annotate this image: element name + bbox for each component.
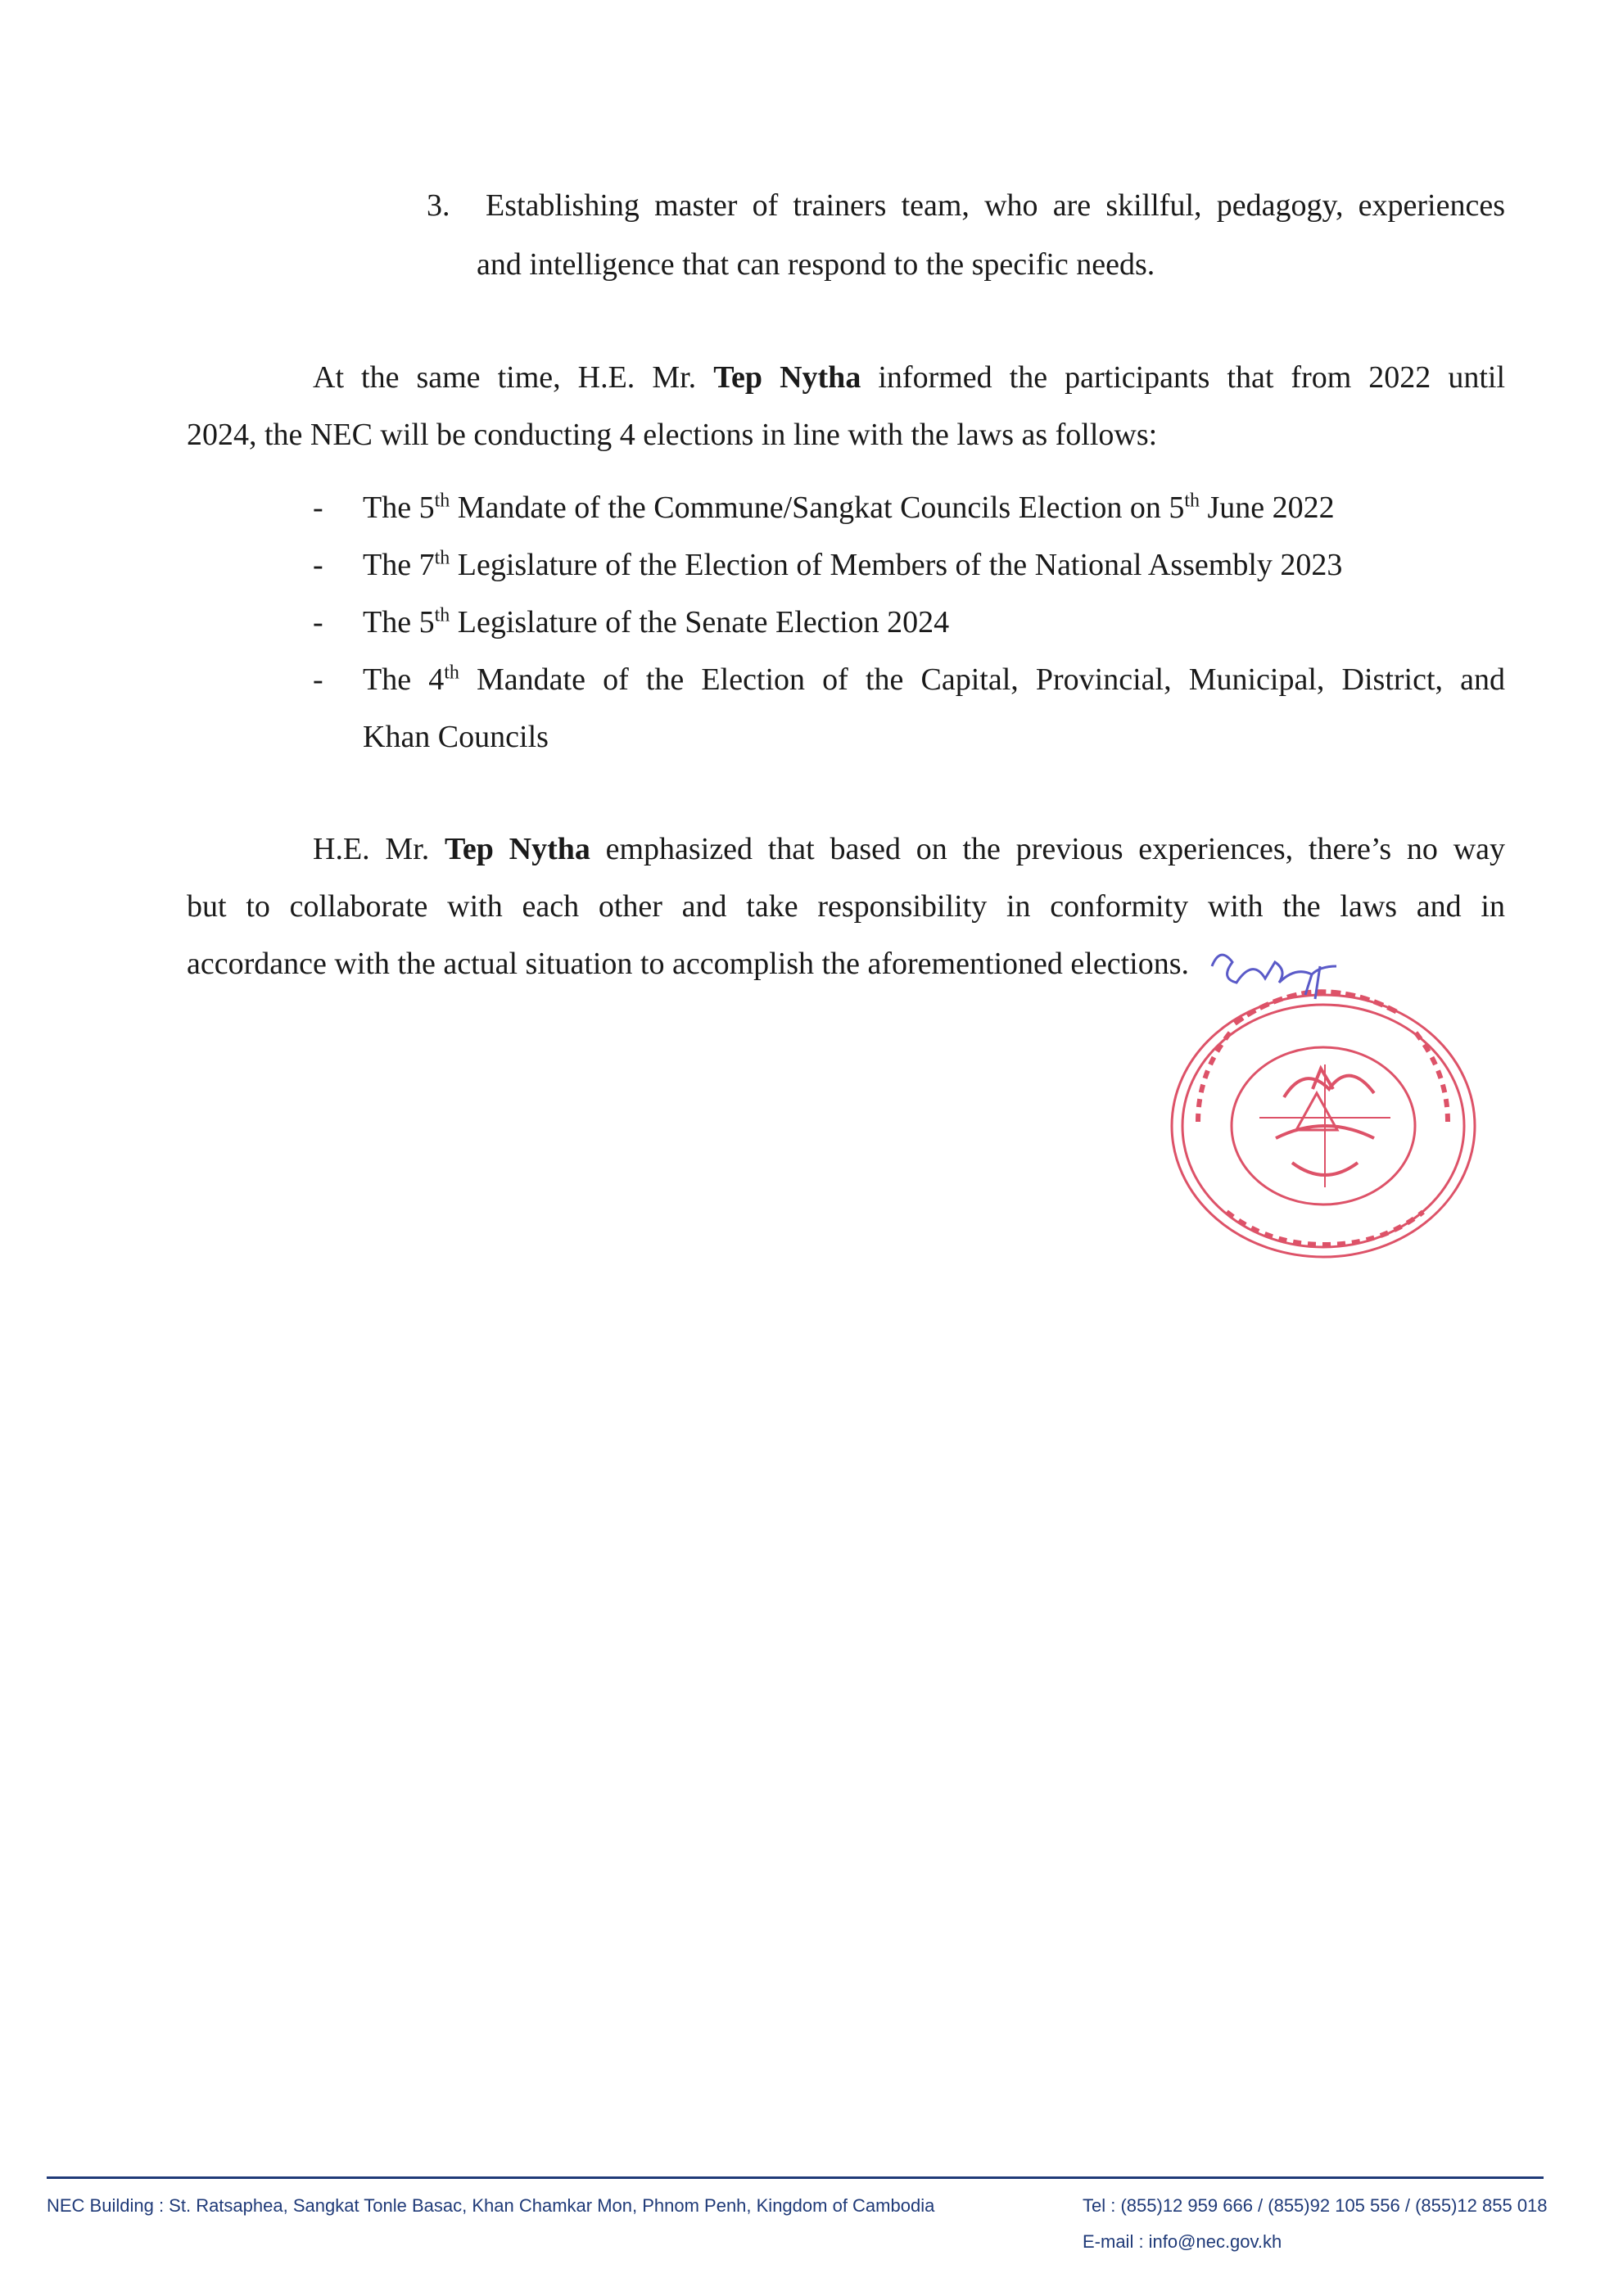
bullet-4-dash: - bbox=[313, 662, 323, 697]
bullet-1-text: Mandate of the Commune/Sangkat Councils Election on 5 bbox=[450, 490, 1185, 525]
bullet-3-pre: The 5 bbox=[363, 605, 435, 640]
bullet-2-sup: th bbox=[434, 547, 450, 569]
para2-name: Tep Nytha bbox=[445, 832, 590, 866]
item3-line1: Establishing master of trainers team, who are skillful, pedagogy, experiences bbox=[486, 188, 1505, 223]
para2-line1-b: emphasized that based on the previous experiences, there’s no way bbox=[590, 832, 1505, 866]
bullet-3-dash: - bbox=[313, 605, 323, 640]
footer-address: NEC Building : St. Ratsaphea, Sangkat Tonle Basac, Khan Chamkar Mon, Phnom Penh, Kingdom of Cambodia bbox=[47, 2195, 935, 2216]
bullet-3-sup: th bbox=[434, 604, 450, 626]
footer-tel: Tel : (855)12 959 666 / (855)92 105 556 / (855)12 855 018 bbox=[1083, 2195, 1548, 2216]
para2-line3: accordance with the actual situation to accomplish the aforementioned elections. bbox=[187, 947, 1189, 981]
bullet-4 bbox=[363, 651, 1505, 708]
para1-name: Tep Nytha bbox=[713, 360, 861, 395]
para2-line1-a: H.E. Mr. bbox=[313, 832, 445, 866]
item3-line2: and intelligence that can respond to the specific needs. bbox=[477, 247, 1155, 282]
bullet-4-line2: Khan Councils bbox=[363, 720, 549, 754]
para1-line1-a: At the same time, H.E. Mr. bbox=[313, 360, 714, 395]
bullet-1-pre: The 5 bbox=[363, 490, 435, 525]
bullet-4-sup: th bbox=[444, 662, 459, 684]
bullet-1 bbox=[363, 479, 1335, 536]
official-seal-icon bbox=[1161, 933, 1481, 1261]
footer-email: E-mail : info@nec.gov.kh bbox=[1083, 2231, 1282, 2252]
bullet-3 bbox=[363, 594, 949, 651]
bullet-1-sup: th bbox=[434, 490, 450, 512]
bullet-2-pre: The 7 bbox=[363, 548, 435, 582]
para1-line1 bbox=[313, 349, 1505, 406]
bullet-1-sup2: th bbox=[1184, 490, 1200, 512]
item3-number: 3. bbox=[427, 188, 450, 223]
bullet-4-pre: The 4 bbox=[363, 662, 445, 697]
para1-line2-b: as follows: bbox=[1014, 418, 1158, 452]
para2-line2: but to collaborate with each other and take responsibility in conformity with the laws and in bbox=[187, 889, 1505, 924]
bullet-1-text2: June 2022 bbox=[1200, 490, 1335, 525]
para1-line2-a: 2024, the NEC will be conducting 4 elections in line with the laws bbox=[187, 418, 1014, 452]
bullet-2-text: Legislature of the Election of Members of the National Assembly 2023 bbox=[450, 548, 1343, 582]
bullet-3-text: Legislature of the Senate Election 2024 bbox=[450, 605, 950, 640]
bullet-2-dash: - bbox=[313, 548, 323, 582]
footer-divider bbox=[47, 2176, 1544, 2179]
para1-line2 bbox=[187, 406, 1157, 463]
bullet-2 bbox=[363, 536, 1342, 594]
para1-line1-b: informed the participants that from 2022 until bbox=[861, 360, 1506, 395]
bullet-1-dash: - bbox=[313, 490, 323, 525]
para2-line1 bbox=[313, 820, 1505, 878]
bullet-4-text: Mandate of the Election of the Capital, Provincial, Municipal, District, and bbox=[459, 662, 1506, 697]
